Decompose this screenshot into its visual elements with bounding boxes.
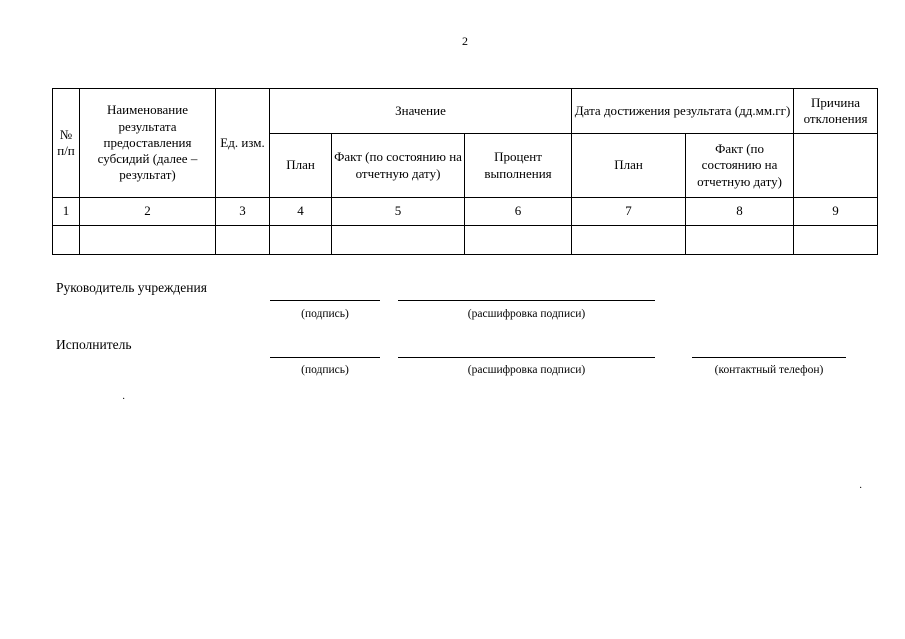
table-cell	[80, 226, 216, 255]
column-number: 8	[686, 198, 794, 226]
executor-decoding-caption: (расшифровка подписи)	[467, 364, 586, 376]
header-reason: Причина отклонения	[794, 89, 878, 134]
header-value-group: Значение	[270, 89, 572, 134]
executor-label: Исполнитель	[56, 337, 132, 352]
head-signature-caption: (подпись)	[301, 308, 349, 320]
table-cell	[794, 226, 878, 255]
header-num: № п/п	[53, 89, 80, 198]
head-label: Руководитель учреждения	[56, 280, 207, 295]
header-reason-blank	[794, 134, 878, 198]
column-number: 6	[465, 198, 572, 226]
column-number: 2	[80, 198, 216, 226]
header-unit: Ед. изм.	[216, 89, 270, 198]
column-number: 1	[53, 198, 80, 226]
head-decoding-caption: (расшифровка подписи)	[467, 308, 586, 320]
column-number: 7	[572, 198, 686, 226]
header-name: Наименование результата предоставления субсидий (далее – результат)	[80, 89, 216, 198]
table-cell	[572, 226, 686, 255]
table-cell	[270, 226, 332, 255]
table-cell	[686, 226, 794, 255]
executor-phone-caption: (контактный телефон)	[714, 364, 824, 376]
column-number: 9	[794, 198, 878, 226]
table-cell	[53, 226, 80, 255]
header-date-fact: Факт (по состоянию на отчетную дату)	[686, 134, 794, 198]
header-value-fact: Факт (по состоянию на отчетную дату)	[332, 134, 465, 198]
header-date-group: Дата достижения результата (дд.мм.гг)	[572, 89, 794, 134]
column-number: 3	[216, 198, 270, 226]
table-cell	[216, 226, 270, 255]
results-table	[52, 88, 878, 255]
table-cell	[465, 226, 572, 255]
scan-speck: ·	[859, 483, 863, 494]
head-decoding-line	[398, 300, 655, 301]
header-value-plan: План	[270, 134, 332, 198]
header-date-plan: План	[572, 134, 686, 198]
scan-speck: ·	[122, 394, 126, 405]
executor-phone-line	[692, 357, 846, 358]
executor-decoding-line	[398, 357, 655, 358]
header-value-percent: Процент выполнения	[465, 134, 572, 198]
table-row	[53, 226, 878, 255]
head-signature-line	[270, 300, 380, 301]
column-number: 4	[270, 198, 332, 226]
page-number: 2	[462, 34, 468, 48]
executor-signature-caption: (подпись)	[301, 364, 349, 376]
executor-signature-line	[270, 357, 380, 358]
table-cell	[332, 226, 465, 255]
column-number: 5	[332, 198, 465, 226]
